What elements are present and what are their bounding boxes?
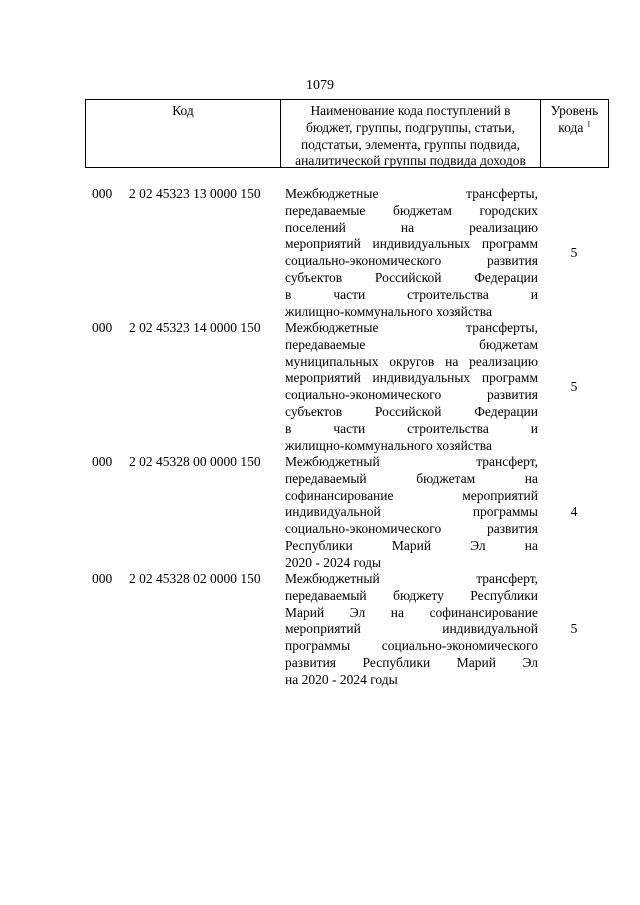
name-line: Межбюджетные трансферты, <box>285 320 538 335</box>
name-line: поселений на реализацию <box>285 219 538 235</box>
name-line: развития Республики Марий Эл <box>285 654 538 670</box>
income-code: 2 02 45323 13 0000 150 <box>129 186 261 201</box>
name-line: социально-экономического развития <box>285 387 538 403</box>
table-header <box>85 99 609 168</box>
income-code: 2 02 45328 02 0000 150 <box>129 571 261 586</box>
name-line: жилищно-коммунального хозяйства <box>285 303 492 319</box>
name-line: софинансирование мероприятий <box>285 487 538 503</box>
income-name <box>285 454 538 572</box>
name-line: Межбюджетные трансферты, <box>285 186 538 201</box>
header-name-line: подстатьи, элемента, группы подвида, <box>300 136 521 152</box>
admin-code: 000 <box>92 320 113 335</box>
income-code: 2 02 45328 00 0000 150 <box>129 454 261 469</box>
name-line: субъектов Российской Федерации <box>285 403 538 419</box>
name-line: субъектов Российской Федерации <box>285 269 538 285</box>
header-name-line: Наименование кода поступлений в <box>310 103 511 118</box>
name-line: в части строительства и <box>285 420 538 436</box>
header-code: Код <box>86 100 281 167</box>
name-line: 2020 - 2024 годы <box>285 554 382 570</box>
level-value: 5 <box>570 379 578 394</box>
header-level-footnote: 1 <box>586 119 591 129</box>
name-line: в части строительства и <box>285 286 538 302</box>
header-level-line1: Уровень <box>550 103 599 118</box>
name-line: передаваемые бюджетам <box>285 336 538 352</box>
income-name <box>285 571 538 689</box>
name-line: передаваемый бюджету Республики <box>285 587 538 603</box>
name-line: муниципальных округов на реализацию <box>285 353 538 369</box>
name-line: жилищно-коммунального хозяйства <box>285 437 492 453</box>
name-line: Марий Эл на софинансирование <box>285 604 538 620</box>
income-name <box>285 186 538 320</box>
income-code: 2 02 45323 14 0000 150 <box>129 320 261 335</box>
name-line: мероприятий индивидуальных программ <box>285 370 538 386</box>
header-name <box>281 100 541 167</box>
name-line: мероприятий индивидуальных программ <box>285 236 538 252</box>
level-value: 5 <box>570 621 578 636</box>
admin-code: 000 <box>92 186 113 201</box>
name-line: индивидуальной программы <box>285 504 538 520</box>
name-line: Межбюджетный трансферт, <box>285 454 538 469</box>
page-number: 1079 <box>306 78 334 93</box>
name-line: на 2020 - 2024 годы <box>285 671 398 687</box>
name-line: мероприятий индивидуальной <box>285 621 538 637</box>
admin-code: 000 <box>92 571 113 586</box>
admin-code: 000 <box>92 454 113 469</box>
name-line: передаваемые бюджетам городских <box>285 202 538 218</box>
name-line: программы социально-экономического <box>285 638 538 654</box>
name-line: Межбюджетный трансферт, <box>285 571 538 586</box>
header-level <box>541 100 608 167</box>
header-name-line: аналитической группы подвида доходов <box>295 153 526 169</box>
income-name <box>285 320 538 454</box>
header-name-line: бюджет, группы, подгруппы, статьи, <box>306 119 515 135</box>
name-line: передаваемый бюджетам на <box>285 470 538 486</box>
level-value: 4 <box>570 504 578 519</box>
level-value: 5 <box>570 245 578 260</box>
header-level-line2: кода <box>558 119 584 135</box>
name-line: социально-экономического развития <box>285 521 538 537</box>
name-line: социально-экономического развития <box>285 253 538 269</box>
name-line: Республики Марий Эл на <box>285 537 538 553</box>
